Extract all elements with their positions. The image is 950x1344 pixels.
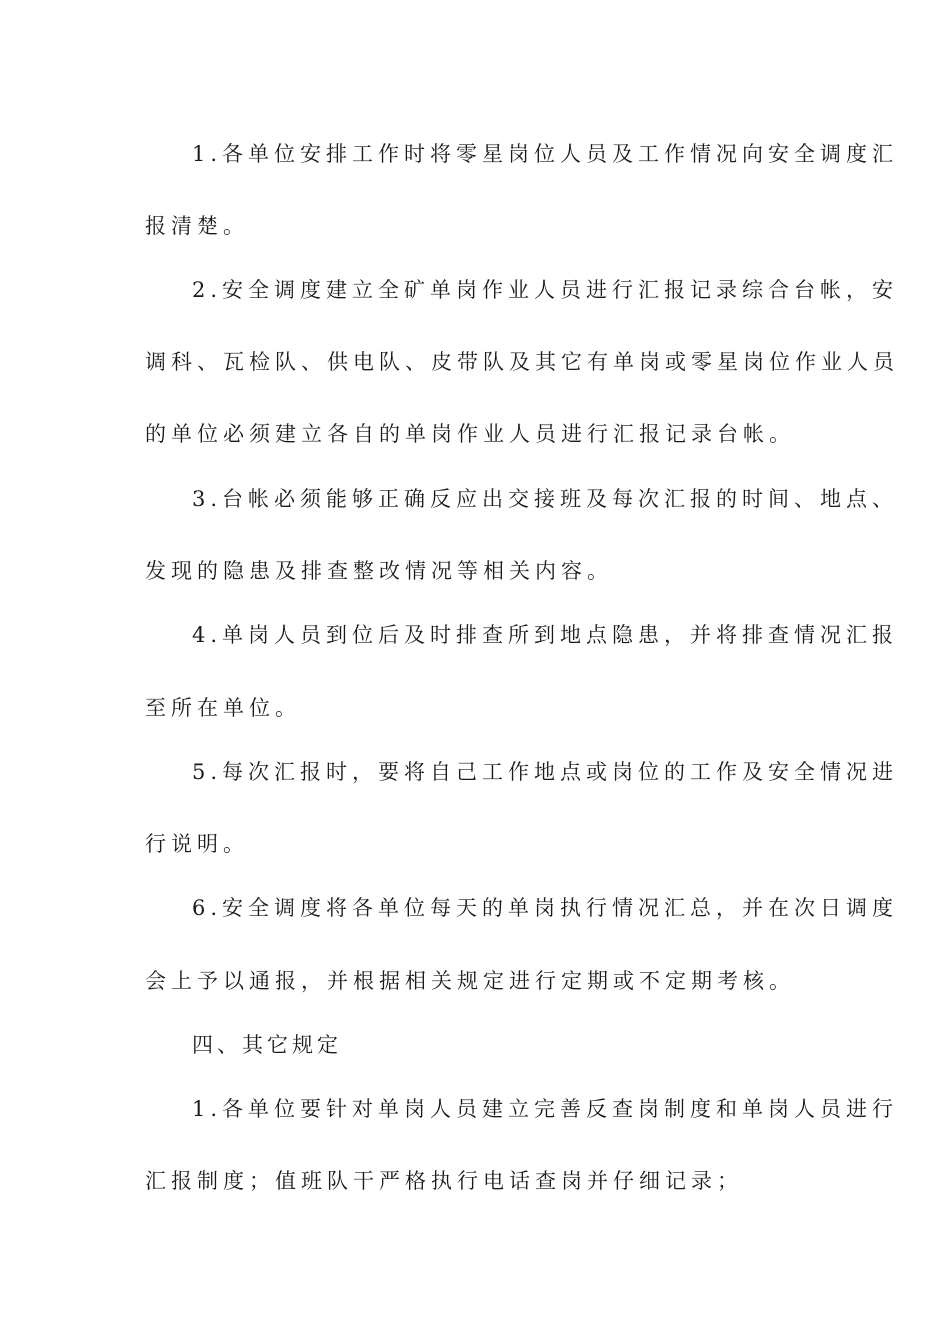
paragraph-2-line-2: 调科、瓦检队、供电队、皮带队及其它有单岗或零星岗位作业人员: [145, 350, 899, 374]
paragraph-2-line-1: 2.安全调度建立全矿单岗作业人员进行汇报记录综合台帐，安: [192, 278, 899, 302]
paragraph-3-line-1: 3.台帐必须能够正确反应出交接班及每次汇报的时间、地点、: [192, 487, 899, 511]
section-item-1-line-1: 1.各单位要针对单岗人员建立完善反查岗制度和单岗人员进行: [192, 1097, 899, 1121]
paragraph-5-line-2: 行说明。: [145, 832, 249, 856]
paragraph-5-line-1: 5.每次汇报时，要将自己工作地点或岗位的工作及安全情况进: [192, 760, 899, 784]
paragraph-6-line-2: 会上予以通报，并根据相关规定进行定期或不定期考核。: [145, 969, 795, 993]
paragraph-1-line-1: 1.各单位安排工作时将零星岗位人员及工作情况向安全调度汇: [192, 142, 899, 166]
section-heading: 四、其它规定: [192, 1033, 342, 1057]
paragraph-3-line-2: 发现的隐患及排查整改情况等相关内容。: [145, 559, 613, 583]
paragraph-4-line-1: 4.单岗人员到位后及时排查所到地点隐患，并将排查情况汇报: [192, 623, 899, 647]
paragraph-1-line-2: 报清楚。: [145, 214, 249, 238]
section-item-1-line-2: 汇报制度；值班队干严格执行电话查岗并仔细记录；: [145, 1169, 743, 1193]
paragraph-2-line-3: 的单位必须建立各自的单岗作业人员进行汇报记录台帐。: [145, 422, 795, 446]
paragraph-6-line-1: 6.安全调度将各单位每天的单岗执行情况汇总，并在次日调度: [192, 896, 899, 920]
paragraph-4-line-2: 至所在单位。: [145, 696, 301, 720]
